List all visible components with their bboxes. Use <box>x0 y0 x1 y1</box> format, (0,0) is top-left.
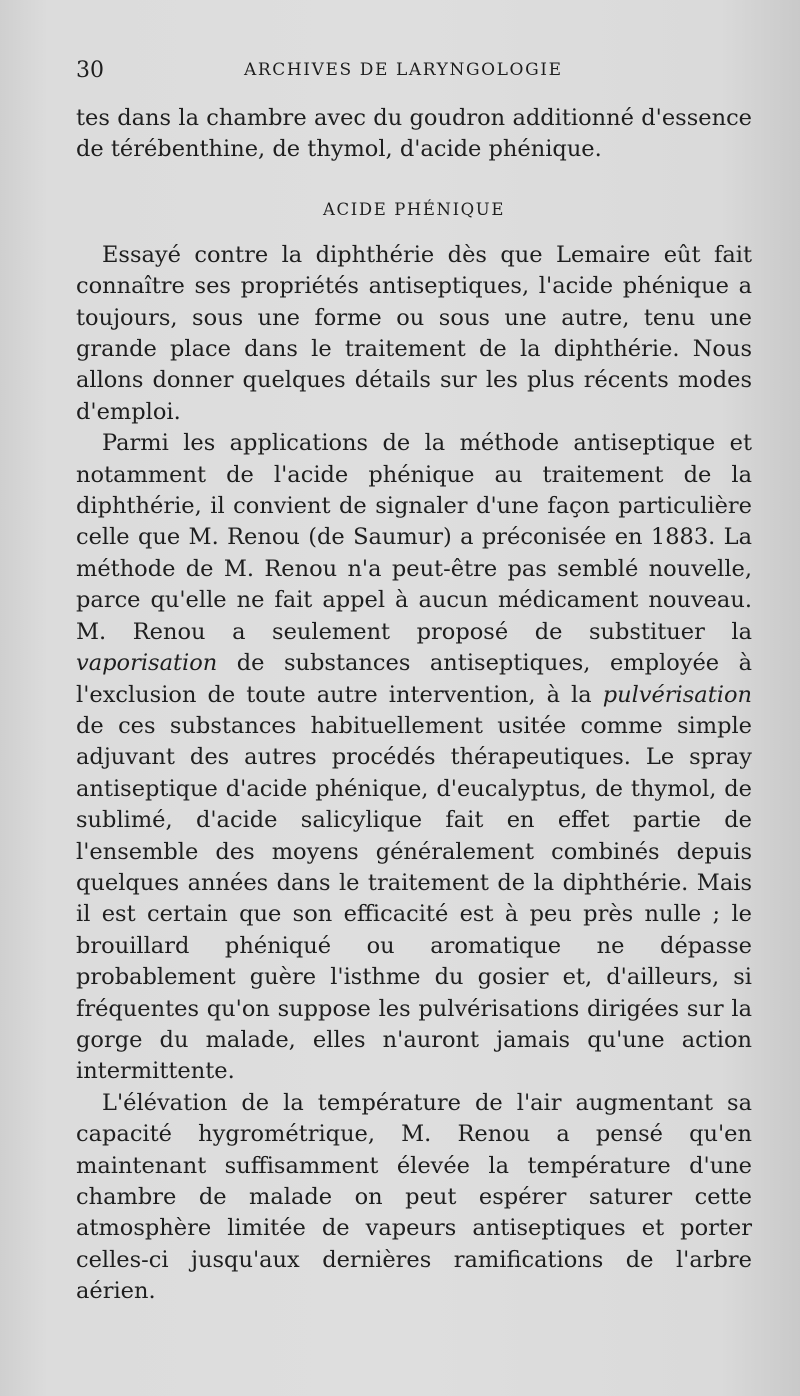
section-title: ACIDE PHÉNIQUE <box>323 199 505 219</box>
paragraph-2-text-2: de substances antiseptiques, employée à l'exclusion de toute autre intervention, à la <box>76 650 752 708</box>
paragraph-1: Essayé contre la diphthérie dès que Lemaire eût fait connaître ses propriétés antiseptiques, l'acide phénique a toujours, sous une forme ou sous une autre, tenu une grande place dans le traitement de la diphthérie. Nous allons donner quelques détails sur les plus récents modes d'emploi. <box>76 241 752 425</box>
page-number: 30 <box>76 58 104 83</box>
italic-pulverisation: pulvérisation <box>602 681 752 708</box>
paragraph-2 <box>76 428 752 1088</box>
running-title: ARCHIVES DE LARYNGOLOGIE <box>244 60 563 80</box>
paragraph-2-text-3: de ces substances habituellement usitée comme simple adjuvant des autres procédés thérapeutiques. Le spray antiseptique d'acide phénique, d'eucalyptus, de thymol, de sublimé, d'acide salicylique fait en effet partie de l'ensemble des moyens généralement combinés depuis quelques années dans le traitement de la diphthérie. Mais il est certain que son efficacité est à peu près nulle ; le brouillard phéniqué ou aromatique ne dépasse probablement guère l'isthme du gosier et, d'ailleurs, si fréquentes qu'on suppose les pulvérisations dirigées sur la gorge du malade, elles n'auront jamais qu'une action intermittente. <box>76 712 752 1085</box>
italic-vaporisation: vaporisation <box>76 650 218 677</box>
paragraph-3: L'élévation de la température de l'air augmentant sa capacité hygrométrique, M. Renou a pensé qu'en maintenant suffisamment élevée la température d'une chambre de malade on peut espérer saturer cette atmosphère limitée de vapeurs antiseptiques et porter celles-ci jusqu'aux dernières ramifications de l'arbre aérien. <box>76 1089 752 1305</box>
paragraph-2-text-1: Parmi les applications de la méthode antiseptique et notamment de l'acide phénique au traitement de la diphthérie, il convient de signaler d'une façon particulière celle que M. Renou (de Saumur) a préconisée en 1883. La méthode de M. Renou n'a peut-être pas semblé nouvelle, parce qu'elle ne fait appel à aucun médicament nouveau. M. Renou a seulement proposé de substituer la <box>76 430 752 645</box>
body-text <box>76 103 752 1308</box>
page-header <box>76 58 752 88</box>
continuation-paragraph: tes dans la chambre avec du goudron additionné d'essence de térébenthine, de thymol, d'acide phénique. <box>76 105 752 163</box>
